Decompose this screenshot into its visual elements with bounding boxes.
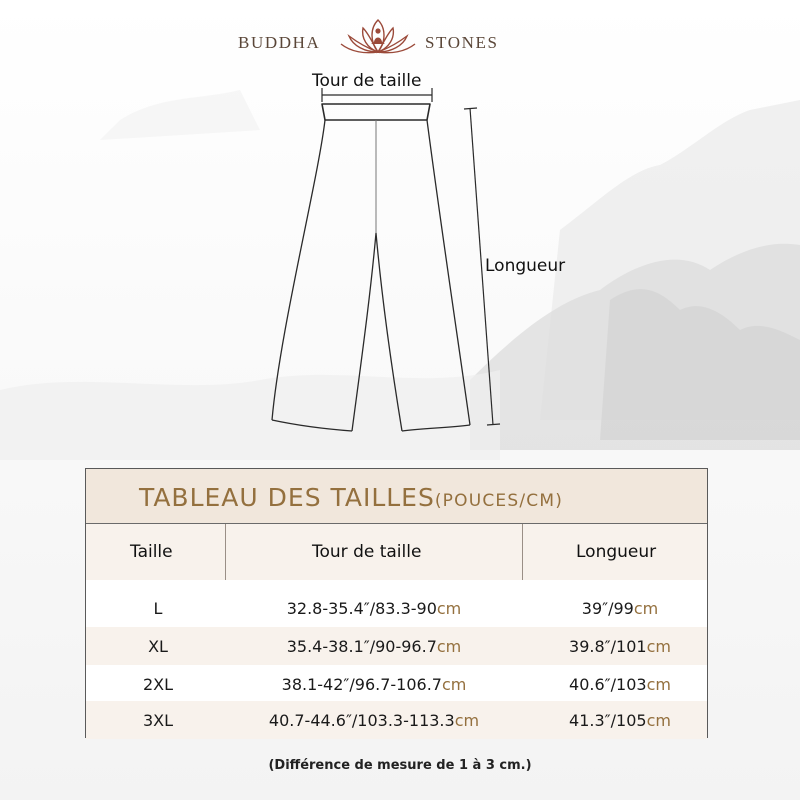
cell-size: 3XL [142, 711, 174, 730]
header-waist: Tour de taille [312, 542, 422, 562]
table-header-row [86, 524, 707, 580]
size-chart-title-bar [86, 469, 707, 524]
size-chart-title-text: TABLEAU DES TAILLES [139, 483, 435, 512]
brand-name-left: BUDDHA [238, 33, 321, 52]
size-chart-title [139, 483, 563, 512]
size-chart-table [85, 468, 708, 738]
brand-name-right: STONES [425, 33, 499, 52]
waist-label: Tour de taille [312, 71, 422, 91]
cell-size: 2XL [142, 675, 174, 694]
cell-size: L [153, 599, 163, 618]
length-label: Longueur [485, 256, 566, 276]
cell-length: 39″/99cm [581, 599, 659, 618]
cell-waist: 38.1-42″/96.7-106.7cm [281, 675, 467, 694]
cell-waist: 32.8-35.4″/83.3-90cm [286, 599, 462, 618]
header-length: Longueur [576, 542, 657, 562]
table-row [86, 589, 707, 627]
header-size: Taille [130, 542, 173, 562]
cell-length: 41.3″/105cm [569, 711, 671, 730]
column-divider [522, 524, 523, 580]
cell-length: 39.8″/101cm [569, 637, 671, 656]
cell-waist: 40.7-44.6″/103.3-113.3cm [268, 711, 480, 730]
measurement-note: (Différence de mesure de 1 à 3 cm.) [268, 758, 532, 773]
cell-length: 40.6″/103cm [569, 675, 671, 694]
cell-size: XL [148, 637, 168, 656]
column-divider [225, 524, 226, 580]
size-chart-title-units: (POUCES/CM) [434, 491, 564, 511]
cell-waist: 35.4-38.1″/90-96.7cm [286, 637, 462, 656]
table-row [86, 701, 707, 739]
table-row [86, 627, 707, 665]
table-row [86, 665, 707, 703]
